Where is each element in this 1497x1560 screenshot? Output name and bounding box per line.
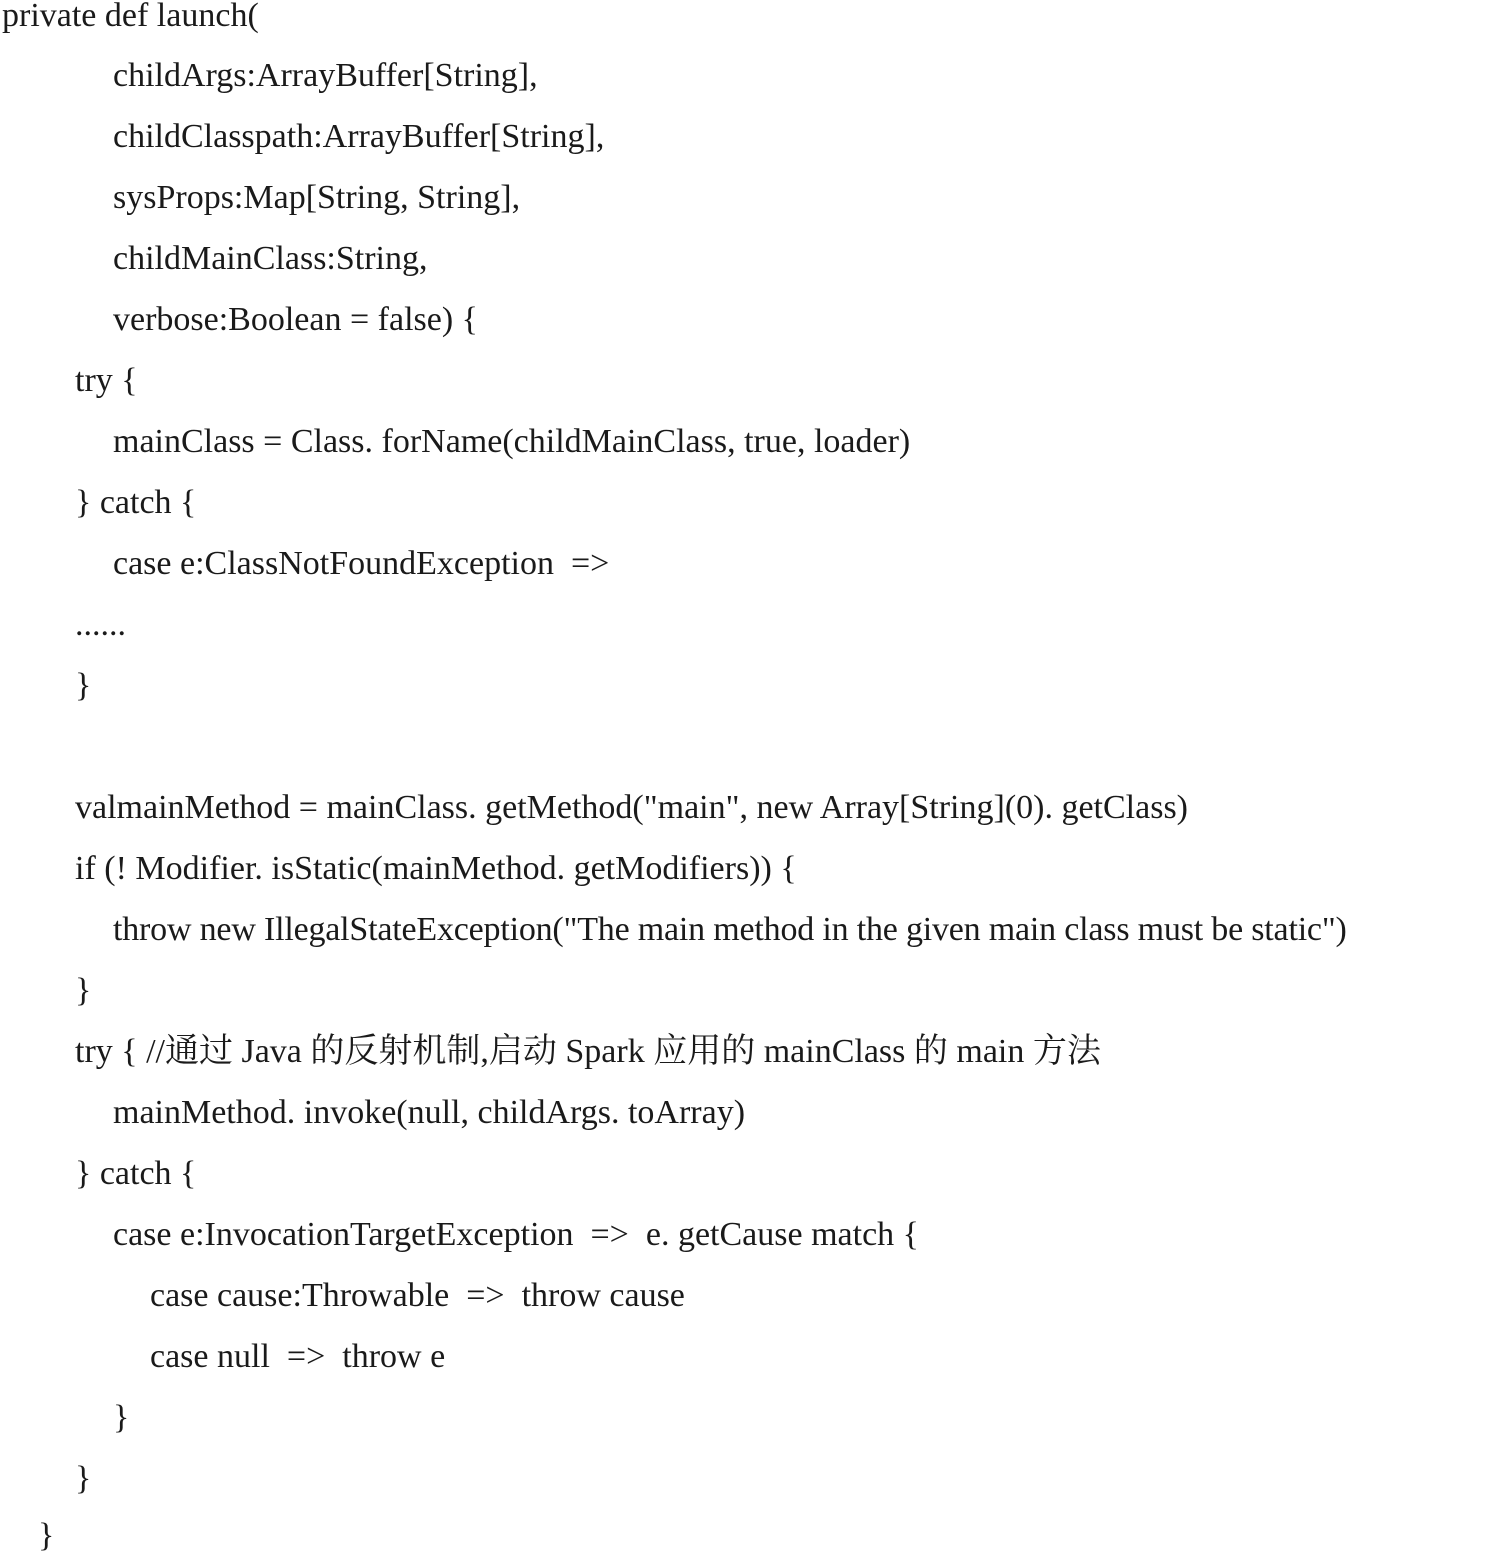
code-line: } bbox=[38, 1517, 55, 1554]
code-line: sysProps:Map[String, String], bbox=[113, 179, 521, 216]
code-line: } bbox=[75, 667, 92, 704]
code-line: try { //通过 Java 的反射机制,启动 Spark 应用的 mainClass 的 main 方法 bbox=[75, 1033, 1101, 1070]
code-line: case e:InvocationTargetException => e. getCause match { bbox=[113, 1216, 919, 1253]
code-line: } bbox=[113, 1399, 130, 1436]
code-line: private def launch( bbox=[2, 0, 259, 34]
code-line: case cause:Throwable => throw cause bbox=[150, 1277, 685, 1314]
code-line: verbose:Boolean = false) { bbox=[113, 301, 478, 338]
code-line: case e:ClassNotFoundException => bbox=[113, 545, 610, 582]
code-line: } bbox=[75, 972, 92, 1009]
code-line: } catch { bbox=[75, 1155, 197, 1192]
code-line: throw new IllegalStateException("The main method in the given main class must be static") bbox=[113, 911, 1347, 948]
code-line: mainClass = Class. forName(childMainClass, true, loader) bbox=[113, 423, 911, 460]
code-line: valmainMethod = mainClass. getMethod("main", new Array[String](0). getClass) bbox=[75, 789, 1189, 826]
code-line: case null => throw e bbox=[150, 1338, 446, 1375]
code-line: mainMethod. invoke(null, childArgs. toArray) bbox=[113, 1094, 746, 1131]
code-line: } catch { bbox=[75, 484, 197, 521]
code-line: try { bbox=[75, 362, 138, 399]
code-line: childClasspath:ArrayBuffer[String], bbox=[113, 118, 605, 155]
code-line: if (! Modifier. isStatic(mainMethod. getModifiers)) { bbox=[75, 850, 797, 887]
code-line: childArgs:ArrayBuffer[String], bbox=[113, 57, 538, 94]
code-line: ...... bbox=[75, 606, 126, 643]
code-line: } bbox=[75, 1460, 92, 1497]
code-line: childMainClass:String, bbox=[113, 240, 428, 277]
